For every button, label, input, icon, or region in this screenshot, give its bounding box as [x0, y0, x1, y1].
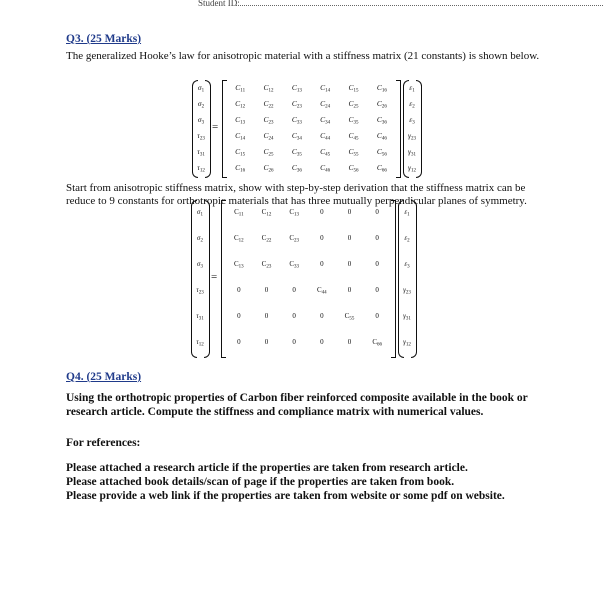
stress-component: $\sigma_3$	[197, 115, 205, 126]
q4-prompt-compliance: compliance	[278, 406, 334, 418]
stiffness-coefficient: $C_{23}$	[261, 260, 272, 270]
strain-component: $\gamma_{12}$	[408, 163, 416, 174]
q4-ref-item: Please attached a research article if the properties are taken from research article.	[66, 462, 468, 474]
strain-component: $\varepsilon_2$	[409, 99, 415, 110]
stiffness-zero: 0	[237, 312, 241, 320]
stiffness-zero: 0	[320, 312, 324, 320]
stiffness-zero: 0	[347, 208, 352, 216]
stiffness-coefficient: $C_{36}$	[376, 115, 387, 126]
stiffness-coefficient: $C_{12}$	[261, 208, 272, 218]
stiffness-coefficient: $C_{13}$	[233, 260, 244, 270]
q4-ref-item: Please provide a web link if the properties are taken from website or some pdf on website.	[66, 490, 505, 502]
strain-component: $\gamma_{31}$	[403, 312, 411, 322]
stiffness-coefficient: $C_{45}$	[348, 131, 359, 142]
stress-component: $\tau_{31}$	[196, 312, 204, 322]
anisotropic-stiffness-equation	[192, 80, 432, 178]
stiffness-coefficient: $C_{23}$	[263, 115, 274, 126]
stiffness-coefficient: $C_{56}$	[376, 147, 387, 158]
strain-vector-bracket-right	[411, 200, 417, 358]
stiffness-coefficient: $C_{16}$	[376, 83, 387, 94]
stress-component: $\tau_{31}$	[197, 147, 205, 158]
strain-component: $\varepsilon_3$	[409, 115, 415, 126]
stiffness-coefficient: $C_{12}$	[235, 99, 246, 110]
stiffness-coefficient: $C_{55}$	[344, 312, 355, 322]
stiffness-zero: 0	[237, 338, 241, 346]
stiffness-coefficient: $C_{45}$	[320, 147, 331, 158]
stiffness-coefficient: $C_{25}$	[263, 147, 274, 158]
stiffness-coefficient: $C_{36}$	[291, 163, 302, 174]
strain-component: $\varepsilon_2$	[404, 234, 410, 244]
stress-component: $\sigma_2$	[197, 234, 203, 244]
stiffness-coefficient: $C_{34}$	[291, 131, 302, 142]
stress-component: $\sigma_1$	[197, 208, 203, 218]
stiffness-zero: 0	[292, 312, 296, 320]
stiffness-coefficient: $C_{26}$	[376, 99, 387, 110]
q3-instruction: Start from anisotropic stiffness matrix, show with step-by-step derivation that the stiffness matrix can be reduce to 9 constants for orthotropic materials that has three mutually perpendicular planes of symmetry.	[66, 182, 527, 207]
stiffness-bracket-left	[221, 200, 226, 358]
stiffness-coefficient: $C_{34}$	[320, 115, 331, 126]
stiffness-coefficient: $C_{33}$	[289, 260, 299, 270]
strain-component: $\gamma_{31}$	[408, 147, 416, 158]
stiffness-zero: 0	[375, 234, 379, 242]
stiffness-coefficient: $C_{23}$	[291, 99, 302, 110]
stress-component: $\sigma_2$	[197, 99, 205, 110]
stiffness-coefficient: $C_{46}$	[376, 131, 387, 142]
strain-vector-bracket-left	[398, 200, 404, 358]
stiffness-coefficient: $C_{24}$	[263, 131, 274, 142]
stiffness-coefficient: $C_{11}$	[234, 208, 244, 218]
stiffness-coefficient: $C_{35}$	[291, 147, 302, 158]
stiffness-coefficient: $C_{12}$	[233, 234, 244, 244]
strain-component: $\varepsilon_1$	[404, 208, 410, 218]
strain-component: $\varepsilon_3$	[404, 260, 410, 270]
stiffness-zero: 0	[264, 312, 269, 320]
stiffness-coefficient: $C_{14}$	[320, 83, 331, 94]
stiffness-coefficient: $C_{22}$	[261, 234, 272, 244]
stiffness-zero: 0	[292, 338, 296, 346]
q4-ref-label: For references:	[66, 437, 141, 449]
stiffness-coefficient: $C_{12}$	[263, 83, 274, 94]
stiffness-zero: 0	[375, 286, 379, 294]
q3-intro: The generalized Hooke’s law for anisotropic material with a stiffness matrix (21 constants) is shown below.	[66, 50, 540, 62]
stiffness-bracket-right	[396, 80, 401, 178]
stress-component: $\tau_{12}$	[197, 163, 205, 174]
stiffness-coefficient: $C_{13}$	[289, 208, 299, 218]
strain-component: $\gamma_{23}$	[403, 286, 411, 296]
stress-vector-bracket-right	[204, 200, 210, 358]
stiffness-coefficient: $C_{26}$	[263, 163, 274, 174]
stress-component: $\sigma_3$	[197, 260, 203, 270]
orthotropic-stiffness-equation	[191, 200, 421, 358]
stiffness-coefficient: $C_{44}$	[316, 286, 327, 296]
q3-title: Q3. (25 Marks)	[66, 33, 142, 45]
stiffness-zero: 0	[347, 260, 352, 268]
stiffness-coefficient: $C_{46}$	[320, 163, 331, 174]
stress-vector-bracket-left	[191, 200, 197, 358]
q4-ref-list	[66, 461, 566, 503]
stiffness-zero: 0	[375, 260, 379, 268]
equals-sign: =	[211, 271, 218, 283]
stiffness-coefficient: $C_{66}$	[376, 163, 387, 174]
stiffness-coefficient: $C_{16}$	[235, 163, 246, 174]
stiffness-zero: 0	[264, 338, 269, 346]
equals-sign: =	[212, 121, 219, 133]
stiffness-zero: 0	[264, 286, 269, 294]
stiffness-coefficient: $C_{44}$	[320, 131, 331, 142]
stiffness-coefficient: $C_{15}$	[348, 83, 359, 94]
q4-title: Q4. (25 Marks)	[66, 371, 142, 383]
strain-component: $\varepsilon_1$	[409, 83, 415, 94]
stiffness-coefficient: $C_{25}$	[348, 99, 359, 110]
stiffness-coefficient: $C_{22}$	[263, 99, 274, 110]
stress-component: $\tau_{12}$	[196, 338, 204, 348]
student-id-blank	[236, 5, 603, 6]
stiffness-zero: 0	[375, 208, 379, 216]
stress-component: $\sigma_1$	[197, 83, 205, 94]
stiffness-coefficient: $C_{13}$	[291, 83, 302, 94]
q4-prompt-stiffness: stiffness	[214, 406, 254, 418]
stiffness-coefficient: $C_{24}$	[320, 99, 331, 110]
stiffness-coefficient: $C_{35}$	[348, 115, 359, 126]
strain-component: $\gamma_{12}$	[403, 338, 411, 348]
q4-prompt-pre: Using the orthotropic properties of Carbon fiber reinforced composite available in the book or research article. Compute the	[66, 392, 528, 418]
stiffness-zero: 0	[320, 260, 324, 268]
stress-component: $\tau_{23}$	[197, 131, 205, 142]
q4-prompt	[66, 391, 552, 419]
stiffness-zero: 0	[347, 286, 352, 294]
stiffness-coefficient: $C_{13}$	[235, 115, 246, 126]
stiffness-zero: 0	[347, 234, 352, 242]
q4-ref-item: Please attached book details/scan of page if the properties are taken from book.	[66, 476, 455, 488]
stiffness-zero: 0	[237, 286, 241, 294]
q4-prompt-and: and	[253, 406, 278, 418]
stiffness-coefficient: $C_{33}$	[291, 115, 302, 126]
stiffness-zero: 0	[375, 312, 379, 320]
stiffness-zero: 0	[347, 338, 352, 346]
stiffness-coefficient: $C_{14}$	[235, 131, 246, 142]
stiffness-coefficient: $C_{66}$	[372, 338, 382, 348]
stiffness-bracket-right	[391, 200, 396, 358]
stiffness-zero: 0	[292, 286, 296, 294]
stiffness-coefficient: $C_{11}$	[235, 83, 246, 94]
stress-component: $\tau_{23}$	[196, 286, 204, 296]
stiffness-coefficient: $C_{23}$	[289, 234, 299, 244]
stiffness-zero: 0	[320, 338, 324, 346]
stiffness-coefficient: $C_{55}$	[348, 147, 359, 158]
student-id-label: Student ID:	[198, 0, 240, 8]
stiffness-zero: 0	[320, 234, 324, 242]
stiffness-coefficient: $C_{15}$	[235, 147, 246, 158]
strain-component: $\gamma_{23}$	[408, 131, 416, 142]
stiffness-zero: 0	[320, 208, 324, 216]
q4-prompt-post: matrix with numerical values.	[333, 406, 484, 418]
stiffness-coefficient: $C_{56}$	[348, 163, 359, 174]
student-id-line	[198, 0, 603, 10]
